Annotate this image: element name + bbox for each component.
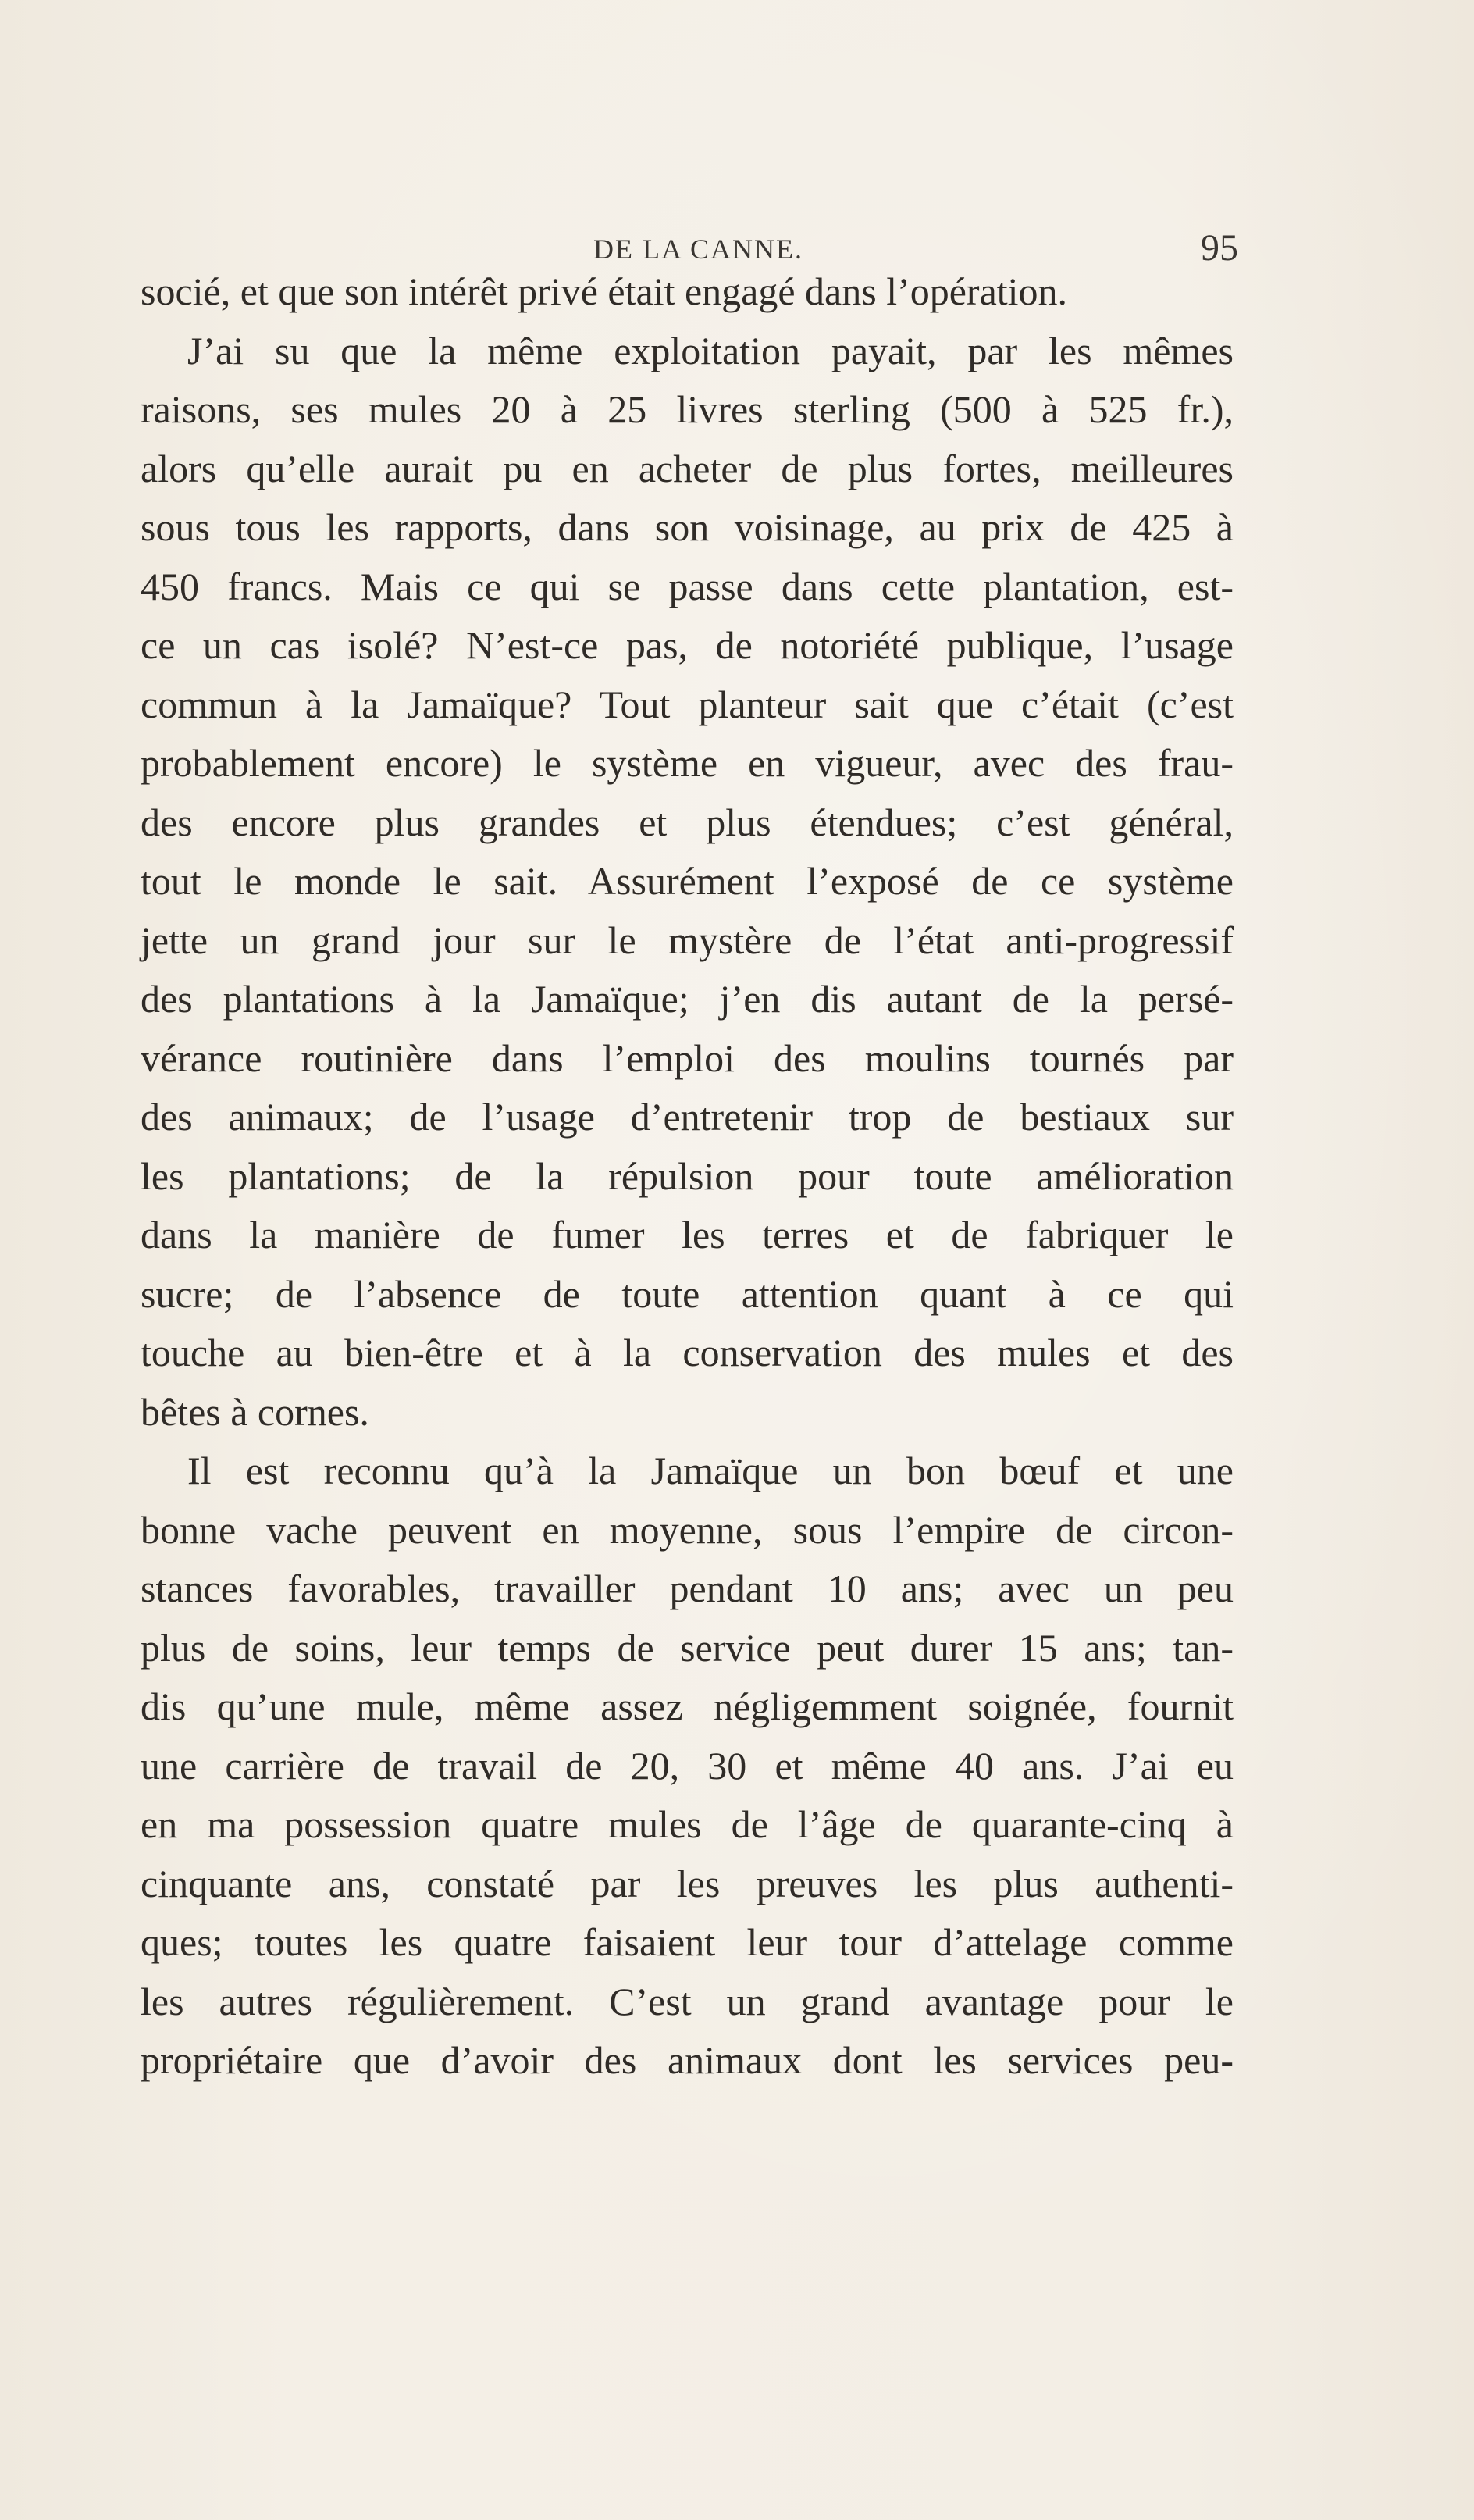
text-line: raisons, ses mules 20 à 25 livres sterling (500 à 525 fr.), <box>141 387 1234 431</box>
paragraph-1 <box>141 262 1234 322</box>
text-line: dans la manière de fumer les terres et de fabriquer le <box>141 1213 1234 1256</box>
text-line: vérance routinière dans l’emploi des moulins tournés par <box>141 1035 1234 1080</box>
text-line: cinquante ans, constaté par les preuves les plus authenti- <box>141 1861 1234 1905</box>
text-line: des animaux; de l’usage d’entretenir trop de bestiaux sur <box>141 1095 1234 1139</box>
text-line: ques; toutes les quatre faisaient leur tour d’attelage comme <box>141 1920 1234 1964</box>
text-line: commun à la Jamaïque? Tout planteur sait que c’était (c’est <box>141 682 1234 726</box>
text-line: sucre; de l’absence de toute attention quant à ce qui <box>141 1271 1234 1316</box>
paragraph-2 <box>141 322 1234 1442</box>
text-line: ce un cas isolé? N’est-ce pas, de notoriété publique, l’usage <box>141 623 1234 667</box>
text-line: les plantations; de la répulsion pour toute amélioration <box>141 1153 1234 1198</box>
text-line: des encore plus grandes et plus étendues; c’est général, <box>141 800 1234 844</box>
text-line: jette un grand jour sur le mystère de l’état anti-progressif <box>141 918 1234 962</box>
text-line: socié, et que son intérêt privé était engagé dans l’opération. <box>141 269 1068 313</box>
running-head: DE LA CANNE. <box>593 233 803 265</box>
text-line: J’ai su que la même exploitation payait, par les mêmes <box>187 328 1234 372</box>
paragraph-3 <box>141 1442 1234 2090</box>
text-line: touche au bien-être et à la conservation des mules et des <box>141 1331 1234 1374</box>
text-line: plus de soins, leur temps de service peut durer 15 ans; tan- <box>141 1625 1234 1670</box>
text-line: tout le monde le sait. Assurément l’exposé de ce système <box>141 859 1234 903</box>
text-line: des plantations à la Jamaïque; j’en dis autant de la persé- <box>141 977 1234 1021</box>
text-line: dis qu’une mule, même assez négligemment soignée, fournit <box>141 1684 1234 1728</box>
text-line: probablement encore) le système en vigueur, avec des frau- <box>141 741 1234 785</box>
text-line: en ma possession quatre mules de l’âge de quarante-cinq à <box>141 1802 1234 1846</box>
page-number: 95 <box>1201 227 1238 269</box>
text-line: sous tous les rapports, dans son voisinage, au prix de 425 à <box>141 505 1234 549</box>
text-line: bonne vache peuvent en moyenne, sous l’empire de circon- <box>141 1507 1234 1552</box>
text-line: une carrière de travail de 20, 30 et même 40 ans. J’ai eu <box>141 1743 1234 1788</box>
text-line: propriétaire que d’avoir des animaux dont les services peu- <box>141 2038 1234 2082</box>
text-line: Il est reconnu qu’à la Jamaïque un bon bœuf et une <box>187 1449 1234 1492</box>
text-line: les autres régulièrement. C’est un grand avantage pour le <box>141 1979 1234 2023</box>
text-line: alors qu’elle aurait pu en acheter de plus fortes, meilleures <box>141 446 1234 490</box>
text-line: stances favorables, travailler pendant 10 ans; avec un peu <box>141 1567 1234 1610</box>
text-line: 450 francs. Mais ce qui se passe dans cette plantation, est- <box>141 564 1234 608</box>
text-line: bêtes à cornes. <box>141 1389 369 1434</box>
body-text <box>141 262 1234 2090</box>
